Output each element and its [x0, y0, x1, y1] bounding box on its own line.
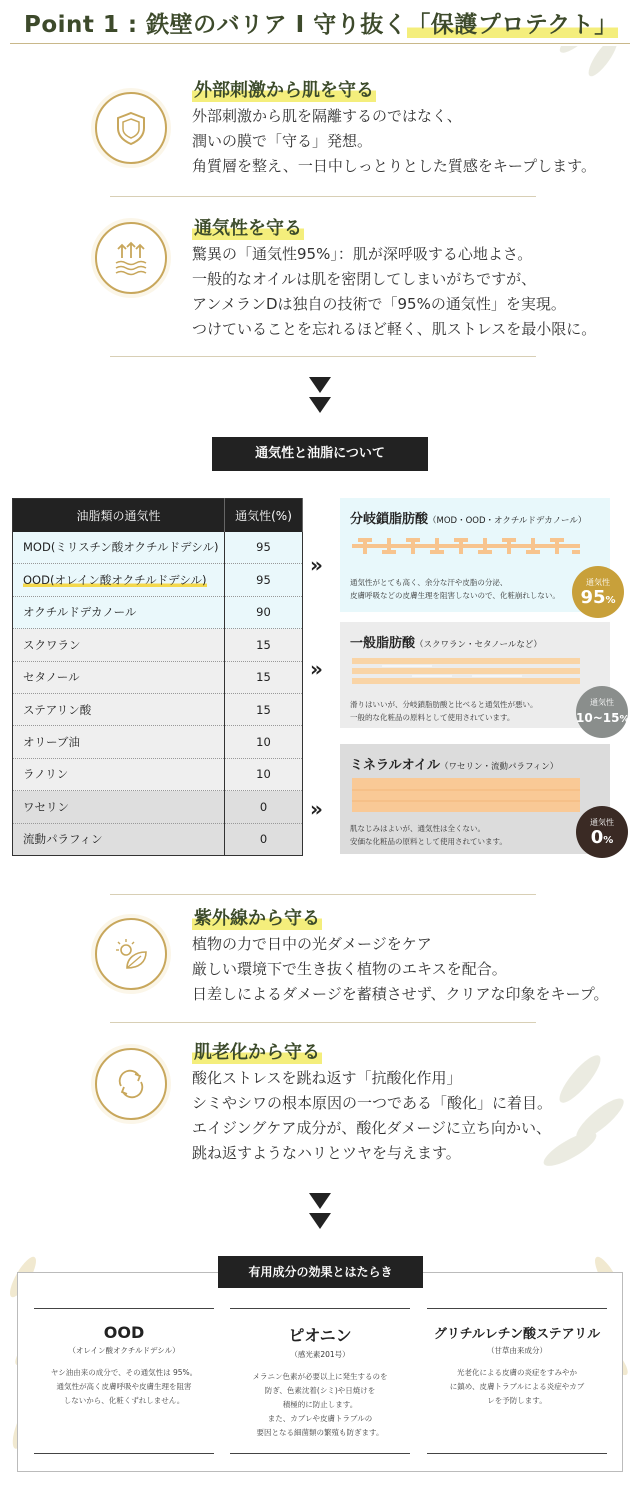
table-row: MOD(ミリスチン酸オクチルドデシル) 95	[13, 532, 303, 564]
cycle-icon-frame	[95, 1048, 167, 1120]
divider	[110, 1022, 536, 1023]
feature-line: アンメランDは独自の技術で「95%の通気性」を実現。	[192, 295, 566, 313]
branched-molecule-graphic	[352, 536, 580, 556]
shield-icon	[113, 110, 149, 146]
feature-line: 日差しによるダメージを蓄積させず、クリアな印象をキープ。	[192, 985, 609, 1003]
feature-line: 外部刺激から肌を隔離するのではなく、	[192, 107, 462, 125]
panel-mineral-oil	[340, 744, 610, 854]
feature-title: 通気性を守る	[192, 214, 304, 240]
table-row: オリーブ油 10	[13, 726, 303, 758]
feature-line: 角質層を整え、一日中しっとりとした質感をキープします。	[192, 157, 596, 175]
feature-line: エイジングケア成分が、酸化ダメージに立ち向かい、	[192, 1119, 552, 1137]
table-header-value: 通気性(%)	[225, 499, 303, 532]
ingredient-ood: OOD （オレイン酸オクチルドデシル） ヤシ油由来の成分で、その通気性は 95%。 通気性が高く皮膚呼吸や皮膚生理を阻害 しないから、化粧くずれしません。	[34, 1308, 214, 1454]
ingredient-glycyrrhetinate: グリチルレチン酸ステアリル （甘草由来成分） 光老化による皮膚の炎症をすみやか に鎮め、皮膚トラブルによる炎症やカブ レを予防します。	[427, 1308, 607, 1454]
page-title	[24, 6, 618, 39]
feature-line: シミやシワの根本原因の一つである「酸化」に着目。	[192, 1094, 553, 1112]
table-row: セタノール 15	[13, 661, 303, 693]
panel-description: 通気性がとても高く、余分な汗や皮脂の分泌、 皮膚呼吸などの皮膚生理を阻害しないので、化粧崩れしない。	[350, 578, 560, 600]
feature-line: 跳ね返すようなハリとツヤを与えます。	[192, 1144, 461, 1162]
general-molecule-graphic	[352, 656, 580, 686]
table-row: オクチルドデカノール 90	[13, 596, 303, 628]
panel-title: 一般脂肪酸（スクワラン・セタノールなど）	[350, 636, 542, 651]
table-row: ラノリン 10	[13, 758, 303, 790]
feature-title: 外部刺激から肌を守る	[192, 76, 376, 102]
panel-description: 滑りはいいが、分岐鎖脂肪酸と比べると通気性が悪い。 一般的な化粧品の原料として使用されています。	[350, 700, 538, 722]
mineral-molecule-graphic	[352, 778, 580, 812]
feature-body	[192, 932, 609, 1007]
feature-anti-aging	[95, 1038, 625, 1174]
feature-title: 肌老化から守る	[192, 1038, 322, 1064]
feature-body	[192, 1066, 552, 1166]
ingredients-title: 有用成分の効果とはたらき	[218, 1256, 423, 1288]
divider	[110, 356, 536, 357]
shield-icon-frame	[95, 92, 167, 164]
ingredient-pionin: ピオニン （感光素201号） メラニン色素が必要以上に発生するのを 防ぎ、色素沈着(シミ)や日焼けを 積極的に防止します。 また、カブレや皮膚トラブルの 要因となる細菌類の繁殖も防ぎます。	[230, 1308, 410, 1454]
table-row: 流動パラフィン 0	[13, 823, 303, 855]
sun-leaf-icon	[113, 936, 149, 972]
down-arrows-icon	[308, 1193, 332, 1233]
feature-breathable	[95, 214, 625, 344]
feature-line: 潤いの膜で「守る」発想。	[192, 132, 373, 150]
divider	[110, 894, 536, 895]
panel-description: 肌なじみはよいが、通気性は全くない。 安価な化粧品の原料として使用されています。	[350, 824, 507, 846]
feature-line: 植物の力で日中の光ダメージをケア	[192, 935, 432, 953]
feature-skin-protect	[95, 76, 625, 186]
oil-breathability-table	[12, 498, 303, 856]
feature-line: 厳しい環境下で生き抜く植物のエキスを配合。	[192, 960, 507, 978]
breathe-icon-frame	[95, 222, 167, 294]
header-divider	[10, 43, 630, 44]
molecule-diagram	[352, 656, 580, 686]
cycle-icon	[113, 1066, 149, 1102]
feature-title: 紫外線から守る	[192, 904, 322, 930]
ood-highlight: OOD(オレイン酸オクチルドデシル)	[23, 573, 207, 588]
panel-general-fatty-acid	[340, 622, 610, 728]
table-row: ワセリン 0	[13, 791, 303, 823]
feature-line: つけていることを忘れるほど軽く、肌ストレスを最小限に。	[192, 320, 597, 338]
molecule-diagram	[352, 778, 580, 812]
sun-leaf-icon-frame	[95, 918, 167, 990]
panel-title: ミネラルオイル（ワセリン・流動パラフィン）	[350, 758, 559, 773]
molecule-diagram	[352, 536, 580, 556]
feature-body	[192, 242, 596, 342]
table-header-oil: 油脂類の通気性	[13, 499, 225, 532]
breathability-badge: 通気性 95%	[572, 566, 624, 618]
table-row: ステアリン酸 15	[13, 693, 303, 725]
page-header	[0, 0, 640, 46]
table-row: スクワラン 15	[13, 629, 303, 661]
feature-body	[192, 104, 596, 179]
chevron-right-icon: »	[310, 657, 319, 681]
title-prefix: Point 1 : 鉄壁のバリア I 守り抜く	[24, 12, 408, 38]
chevron-right-icon: »	[310, 553, 319, 577]
feature-line: 酸化ストレスを跳ね返す「抗酸化作用」	[192, 1069, 462, 1087]
breathe-icon	[113, 240, 149, 276]
feature-uv-protect	[95, 904, 625, 1014]
divider	[110, 196, 536, 197]
panel-title: 分岐鎖脂肪酸（MOD・OOD・オクチルドデカノール）	[350, 512, 587, 527]
down-arrows-icon	[308, 377, 332, 417]
section-title-breath: 通気性と油脂について	[212, 437, 428, 471]
feature-line: 驚異の「通気性95%」：肌が深呼吸する心地よさ。	[192, 245, 533, 263]
title-highlight: 「保護プロテクト」	[407, 12, 618, 38]
breathability-badge: 通気性 10~15%	[576, 686, 628, 738]
chevron-right-icon: »	[310, 797, 319, 821]
feature-line: 一般的なオイルは肌を密閉してしまいがちですが、	[192, 270, 537, 288]
panel-branched-fatty-acid	[340, 498, 610, 612]
breathability-badge: 通気性 0%	[576, 806, 628, 858]
table-row: OOD(オレイン酸オクチルドデシル) 95	[13, 564, 303, 596]
